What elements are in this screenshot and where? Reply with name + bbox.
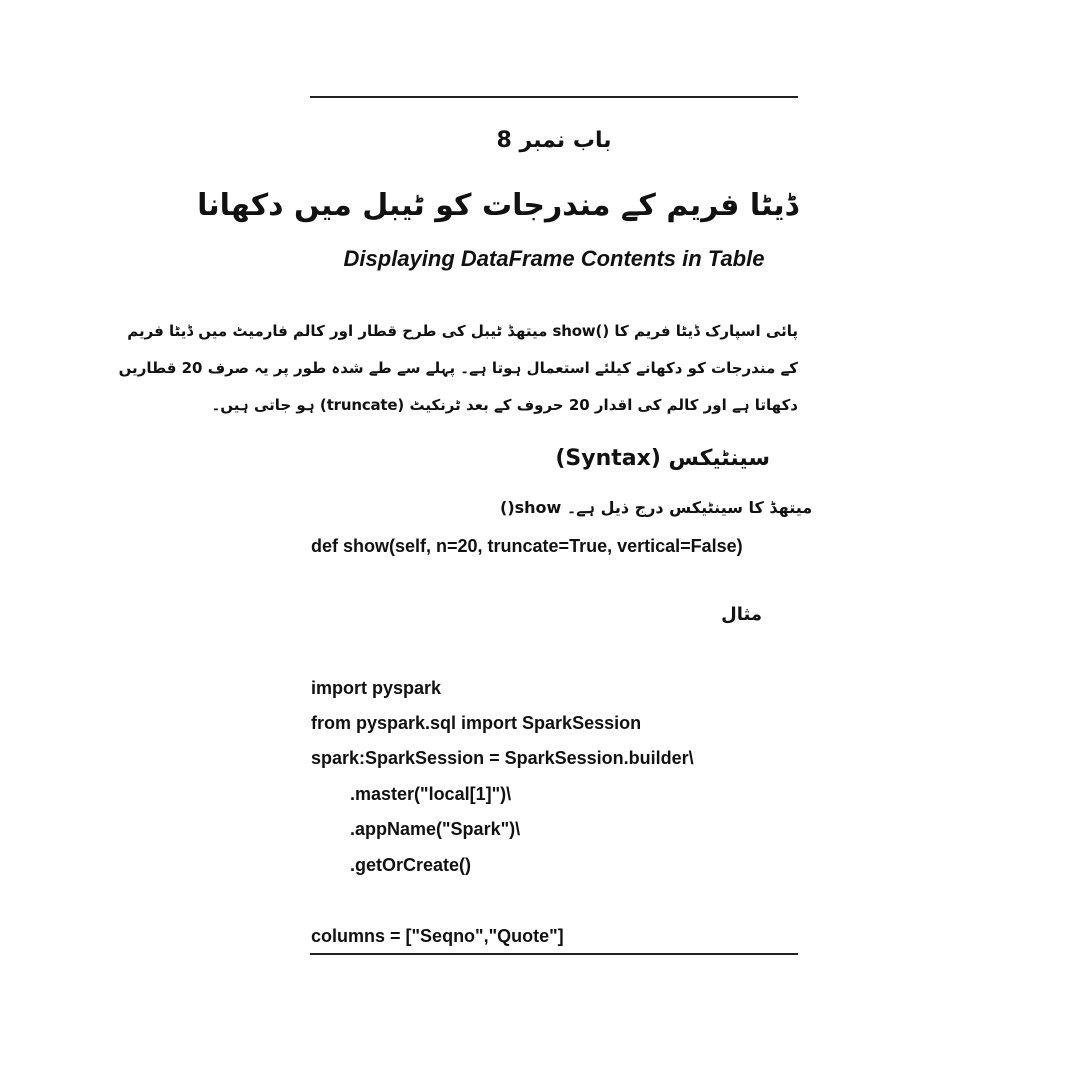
syntax-heading: سینٹیکس (Syntax) xyxy=(555,446,770,471)
chapter-title-english: Displaying DataFrame Contents in Table xyxy=(343,246,765,271)
code-line: spark:SparkSession = SparkSession.builder\ xyxy=(311,748,694,768)
code-line: import pyspark xyxy=(311,678,442,698)
top-rule xyxy=(310,96,798,98)
syntax-description: ()show میتھڈ کا سینٹیکس درج ذیل ہے۔ xyxy=(500,498,813,517)
code-line: .appName("Spark")\ xyxy=(350,819,521,839)
intro-paragraph-line-1: پائی اسپارک ڈیٹا فریم کا ()show میتھڈ ٹیبل کی طرح قطار اور کالم فارمیٹ میں ڈیٹا فریم xyxy=(127,322,798,340)
bottom-rule xyxy=(310,953,798,955)
intro-paragraph-line-2: کے مندرجات کو دکھانے کیلئے استعمال ہوتا ہے۔ پہلے سے طے شدہ طور پر یہ صرف 20 قطاریں xyxy=(118,359,798,377)
code-line: columns = ["Seqno","Quote"] xyxy=(311,926,564,946)
example-heading: مثال xyxy=(721,604,762,625)
code-line: .getOrCreate() xyxy=(350,855,472,875)
chapter-number: باب نمبر 8 xyxy=(496,128,612,153)
chapter-title-urdu: ڈیٹا فریم کے مندرجات کو ٹیبل میں دکھانا xyxy=(197,188,798,223)
syntax-signature: def show(self, n=20, truncate=True, vertical=False) xyxy=(311,536,743,556)
code-line: .master("local[1]")\ xyxy=(350,784,512,804)
code-line: from pyspark.sql import SparkSession xyxy=(311,713,642,733)
intro-paragraph-line-3: دکھاتا ہے اور کالم کی اقدار 20 حروف کے بعد ٹرنکیٹ (truncate) ہو جاتی ہیں۔ xyxy=(211,396,798,414)
